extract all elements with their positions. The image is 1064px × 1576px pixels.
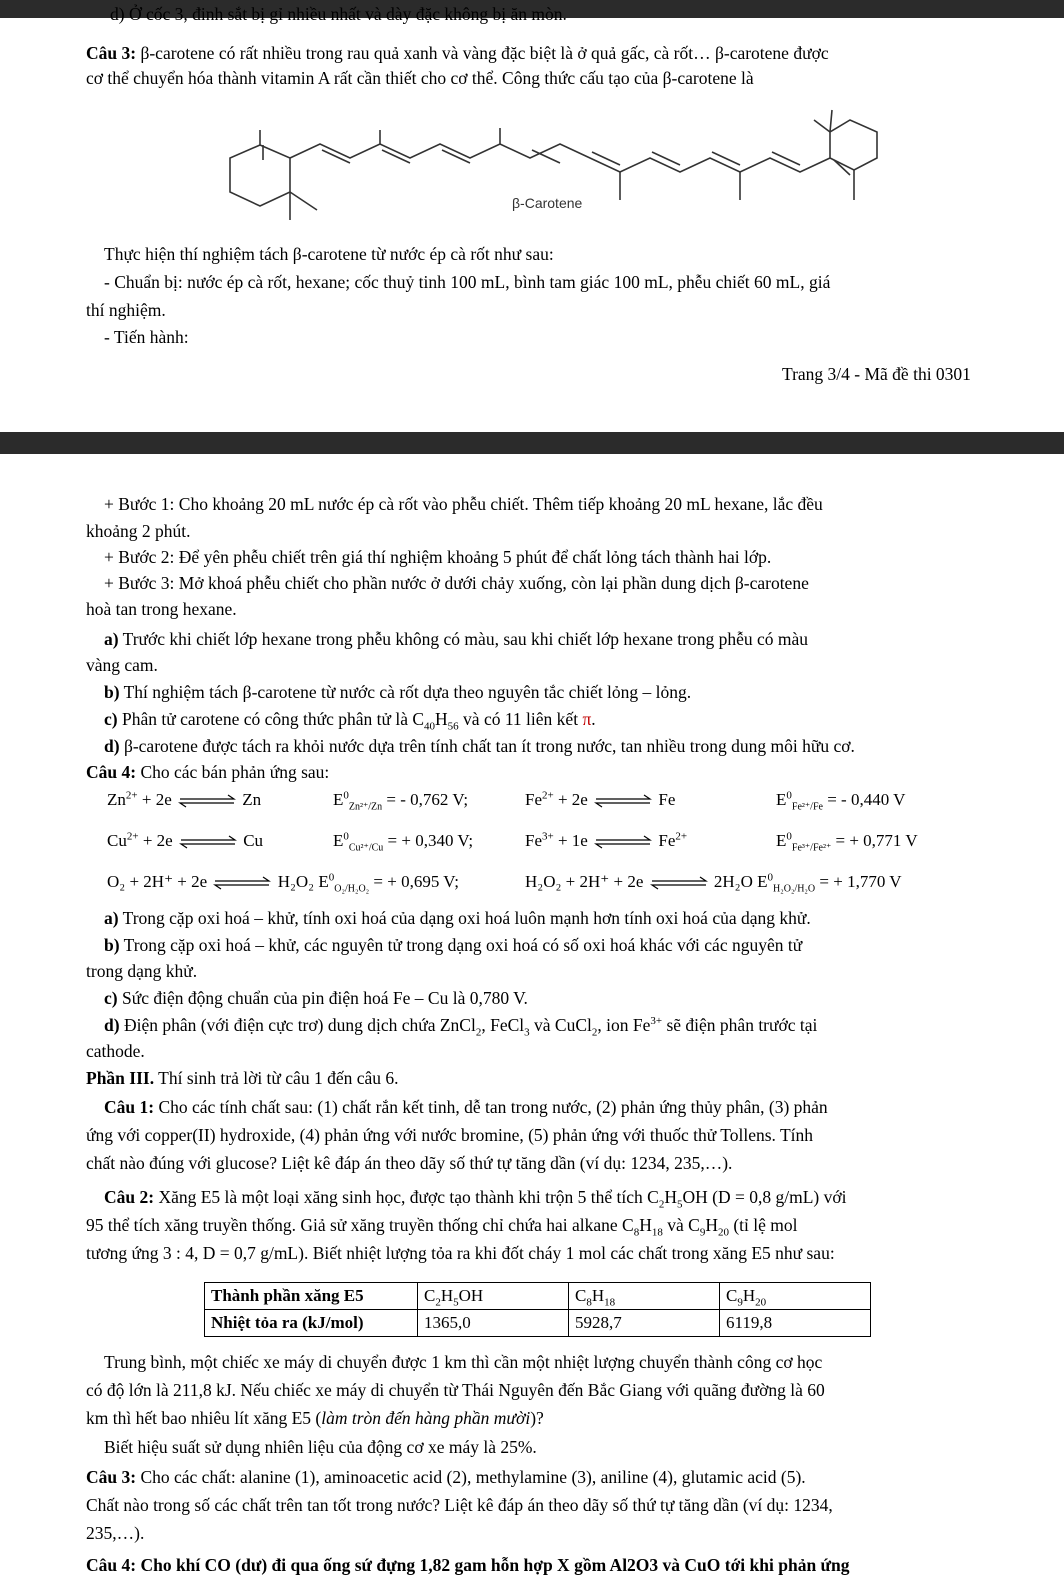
page-footer: Trang 3/4 - Mã đề thi 0301 <box>782 364 971 384</box>
molecule-label: β-Carotene <box>512 195 583 211</box>
p3-q2-line-7: Biết hiệu suất sử dụng nhiên liệu của động cơ xe máy là 25%. <box>104 1437 537 1457</box>
step-1-line-2: khoảng 2 phút. <box>86 521 191 541</box>
p3-q1-line-1: Câu 1: Cho các tính chất sau: (1) chất rắn kết tinh, dễ tan trong nước, (2) phản ứng thủy phân, (3) phản <box>104 1097 828 1117</box>
q3-line-2: cơ thể chuyển hóa thành vitamin A rất cần thiết cho cơ thể. Công thức cấu tạo của β-carotene là <box>86 68 754 88</box>
eq-zn: $Zn^{2+} + 2e$ Zn <box>107 789 262 809</box>
q4-statement-b-line-2: trong dạng khử. <box>86 961 198 981</box>
p3-q3-line-3: 235,…). <box>86 1523 145 1543</box>
p3-q3-line-2: Chất nào trong số các chất trên tan tốt trong nước? Liệt kê đáp án theo dãy số thứ tự tăng dần (ví dụ: 1234, <box>86 1495 833 1515</box>
q4-statement-d-line-1: d) Điện phân (với điện cực trơ) dung dịch chứa ZnCl$_2$, FeCl$_3$ và CuCl$_2$, ion $Fe^{3+}$ sẽ điện phân trước tại <box>104 1015 818 1039</box>
p3-q2-line-2: 95 thể tích xăng truyền thống. Giả sử xăng truyền thống chỉ chứa hai alkane $C_8H_{18}$ và $C_9H_{20}$ (tỉ lệ mol <box>86 1215 798 1239</box>
eq-fe3: $Fe^{3+} + 1e$ $Fe^{2+}$ <box>525 830 688 850</box>
table-cell: 1365,0 <box>418 1310 569 1337</box>
statement-a-line-1: a) Trước khi chiết lớp hexane trong phễu không có màu, sau khi chiết lớp hexane trong phễu có màu <box>104 629 809 649</box>
q4-statement-a: a) Trong cặp oxi hoá – khử, tính oxi hoá của dạng oxi hoá luôn mạnh hơn tính oxi hoá của dạng khử. <box>104 908 811 928</box>
table-cell: 5928,7 <box>569 1310 720 1337</box>
q4-statement-d-line-2: cathode. <box>86 1041 145 1061</box>
page-gap-bar <box>0 432 1064 454</box>
eq-fe2: $Fe^{2+} + 2e$ Fe <box>525 789 676 809</box>
part-3-heading: Phần III. Thí sinh trả lời từ câu 1 đến câu 6. <box>86 1068 399 1088</box>
p3-q3-line-1: Câu 3: Cho các chất: alanine (1), aminoacetic acid (2), methylamine (3), aniline (4), glutamic acid (5). <box>86 1467 806 1487</box>
prep-line-1: - Chuẩn bị: nước ép cà rốt, hexane; cốc thuỷ tinh 100 mL, bình tam giác 100 mL, phễu chiết 60 mL, giá <box>104 272 831 292</box>
p3-q1-line-2: ứng với copper(II) hydroxide, (4) phản ứng với nước bromine, (5) phản ứng với thuốc thử Tollens. Tính <box>86 1125 814 1145</box>
statement-b: b) Thí nghiệm tách β-carotene từ nước cà rốt dựa theo nguyên tắc chiết lỏng – lỏng. <box>104 682 692 702</box>
eq-h2o2: H₂O₂ + 2H⁺ + 2e 2H₂O $E^0_{H_2O_2/H_2O}$ = + 1,770 V <box>525 871 902 895</box>
cut-off-bottom-line: Câu 4: Cho khí CO (dư) đi qua ống sứ đựng 1,82 gam hỗn hợp X gồm Al2O3 và CuO tới khi phản ứng <box>86 1555 850 1575</box>
step-2: + Bước 2: Để yên phễu chiết trên giá thí nghiệm khoảng 5 phút để chất lỏng tách thành hai lớp. <box>104 547 772 567</box>
table-cell: $C_8H_{18}$ <box>569 1283 720 1310</box>
eq-fe2-potential: $E^0_{Fe^{2+}/Fe}$ = - 0,440 V <box>776 789 906 813</box>
beta-carotene-structure <box>222 100 884 220</box>
q4-statement-b-line-1: b) Trong cặp oxi hoá – khử, các nguyên tử trong dạng oxi hoá có số oxi hoá khác với các nguyên tử <box>104 935 803 955</box>
fuel-composition-table <box>204 1282 871 1337</box>
p3-q2-line-6: km thì hết bao nhiêu lít xăng E5 (làm tròn đến hàng phần mười)? <box>86 1408 544 1428</box>
step-3-line-1: + Bước 3: Mở khoá phễu chiết cho phần nước ở dưới chảy xuống, còn lại phần dung dịch β-carotene <box>104 573 809 593</box>
p3-q1-line-3: chất nào đúng với glucose? Liệt kê đáp án theo dãy số thứ tự tăng dần (ví dụ: 1234, 235,…). <box>86 1153 733 1173</box>
eq-cu: $Cu^{2+} + 2e$ Cu <box>107 830 264 850</box>
table-row <box>205 1310 871 1337</box>
prep-line-2: thí nghiệm. <box>86 300 166 320</box>
p3-q2-line-3: tương ứng 3 : 4, D = 0,7 g/mL). Biết nhiệt lượng tỏa ra khi đốt cháy 1 mol các chất trong xăng E5 như sau: <box>86 1243 835 1263</box>
eq-o2: O₂ + 2H⁺ + 2e H₂O₂ $E^0_{O_2/H_2O_2}$ = + 0,695 V; <box>107 871 460 895</box>
experiment-intro: Thực hiện thí nghiệm tách β-carotene từ nước ép cà rốt như sau: <box>104 244 554 264</box>
statement-c: c) Phân tử carotene có công thức phân tử là $C_{40}H_{56}$ và có 11 liên kết π. <box>104 709 596 733</box>
p3-q2-line-1: Câu 2: Xăng E5 là một loại xăng sinh học, được tạo thành khi trộn 5 thể tích $C_2H_5OH$ (D = 0,8 g/mL) với <box>104 1187 847 1211</box>
eq-cu-potential: $E^0_{Cu^{2+}/Cu}$ = + 0,340 V; <box>333 830 474 854</box>
eq-fe3-potential: $E^0_{Fe^{3+}/Fe^{2+}}$ = + 0,771 V <box>776 830 918 854</box>
q4-statement-c: c) Sức điện động chuẩn của pin điện hoá Fe – Cu là 0,780 V. <box>104 988 528 1008</box>
table-header-cell: Nhiệt tỏa ra (kJ/mol) <box>205 1310 418 1337</box>
statement-a-line-2: vàng cam. <box>86 655 158 675</box>
cut-off-line: d) Ở cốc 3, đinh sắt bị gỉ nhiều nhất và dày đặc không bị ăn mòn. <box>110 4 567 24</box>
table-cell: $C_2H_5OH$ <box>418 1283 569 1310</box>
table-cell: $C_9H_{20}$ <box>720 1283 871 1310</box>
q4-heading: Câu 4: Cho các bán phản ứng sau: <box>86 762 330 782</box>
statement-d: d) β-carotene được tách ra khỏi nước dựa trên tính chất tan ít trong nước, tan nhiều trong dung môi hữu cơ. <box>104 736 855 756</box>
step-1-line-1: + Bước 1: Cho khoảng 20 mL nước ép cà rốt vào phễu chiết. Thêm tiếp khoảng 20 mL hexane, lắc đều <box>104 494 823 514</box>
table-cell: 6119,8 <box>720 1310 871 1337</box>
step-3-line-2: hoà tan trong hexane. <box>86 599 237 619</box>
p3-q2-line-4: Trung bình, một chiếc xe máy di chuyển được 1 km thì cần một nhiệt lượng chuyển thành công cơ học <box>104 1352 823 1372</box>
table-row <box>205 1283 871 1310</box>
table-header-cell: Thành phần xăng E5 <box>205 1283 418 1310</box>
q3-line-1: Câu 3: β-carotene có rất nhiều trong rau quả xanh và vàng đặc biệt là ở quả gấc, cà rốt… β-carotene được <box>86 43 829 63</box>
p3-q2-line-5: có độ lớn là 211,8 kJ. Nếu chiếc xe máy di chuyển từ Thái Nguyên đến Bắc Giang với quãng đường là 60 <box>86 1380 825 1400</box>
eq-zn-potential: $E^0_{Zn^{2+}/Zn}$ = - 0,762 V; <box>333 789 469 813</box>
procedure-label: - Tiến hành: <box>104 327 189 347</box>
q3-label: Câu 3: <box>86 43 137 63</box>
